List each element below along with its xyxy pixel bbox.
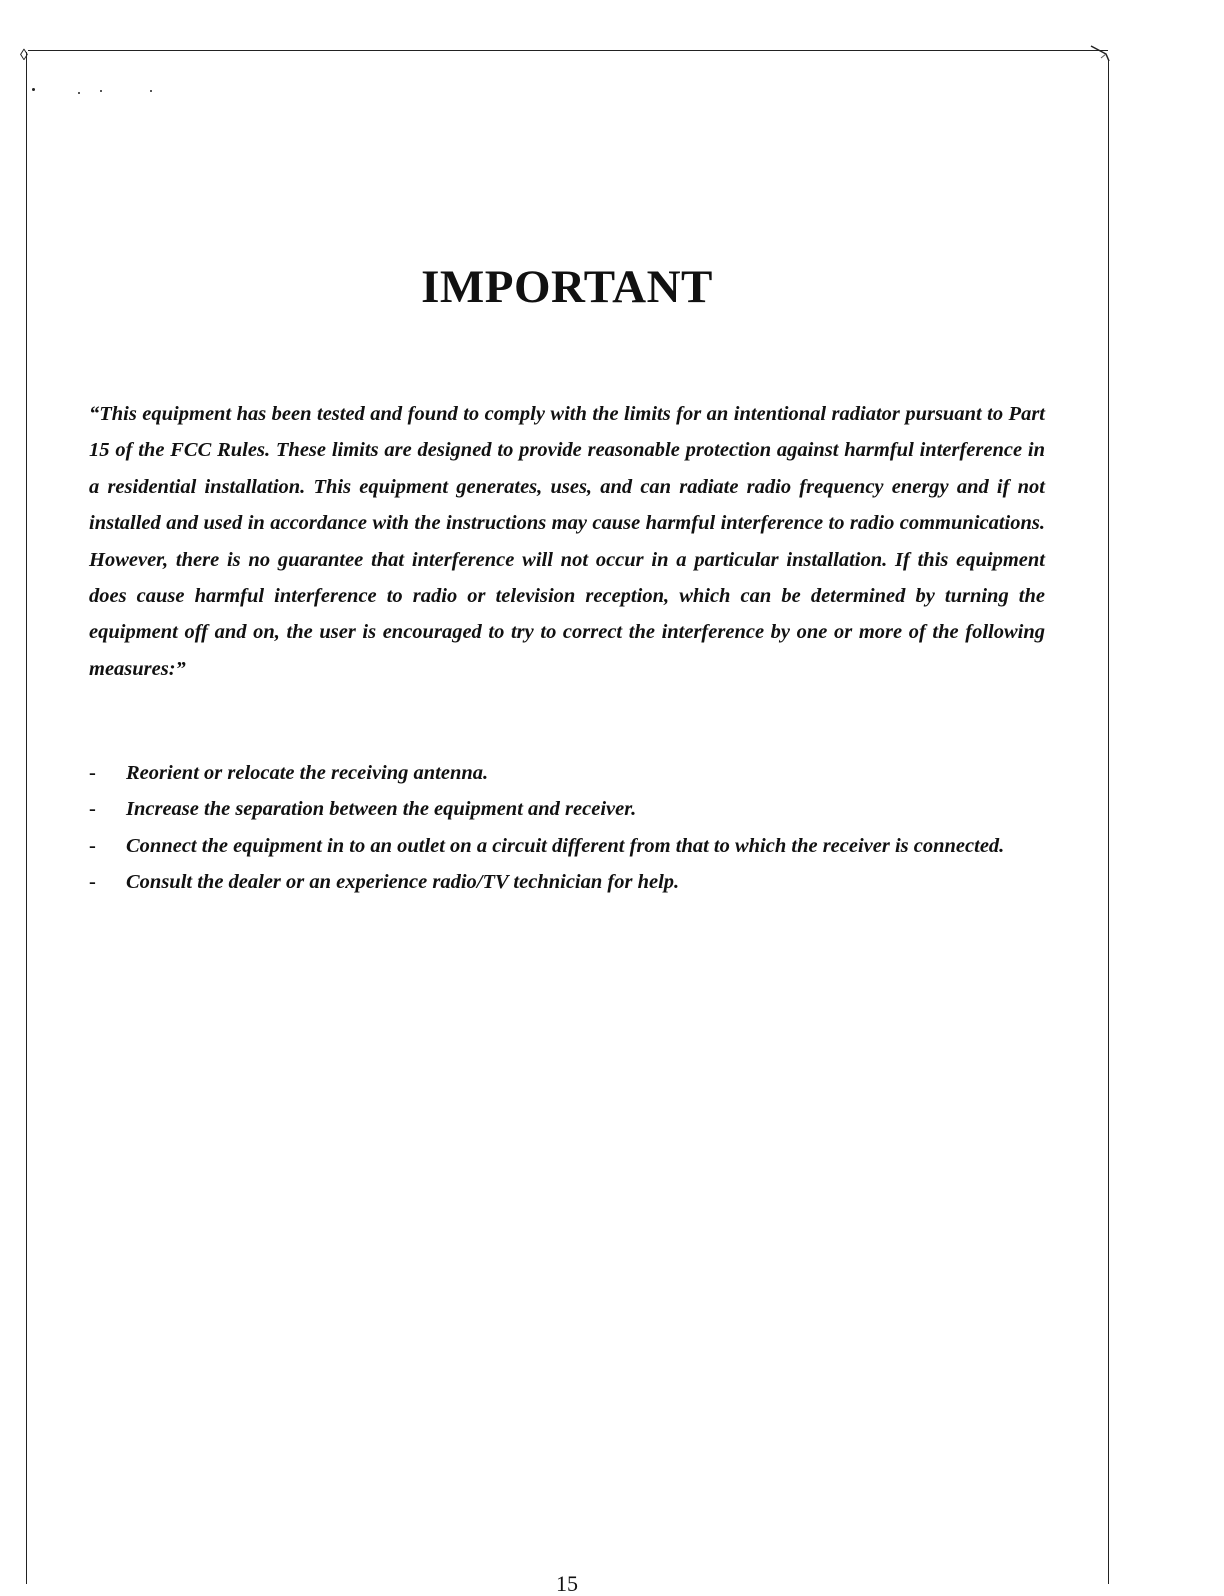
measure-text: Connect the equipment in to an outlet on a circuit different from that to which the receiver is connected. bbox=[126, 834, 1005, 857]
bullet-dash: - bbox=[89, 834, 96, 857]
scan-speck bbox=[78, 92, 80, 94]
page-title: IMPORTANT bbox=[421, 261, 713, 314]
scan-speck bbox=[32, 88, 35, 91]
list-item bbox=[89, 828, 1045, 864]
list-item bbox=[89, 755, 1045, 791]
scan-speck bbox=[100, 90, 102, 92]
scan-speck bbox=[150, 90, 152, 92]
measure-text: Increase the separation between the equipment and receiver. bbox=[126, 798, 637, 821]
bullet-dash: - bbox=[89, 798, 96, 821]
list-item bbox=[89, 791, 1045, 827]
scan-border-top bbox=[28, 50, 1108, 51]
bullet-dash: - bbox=[89, 762, 96, 784]
measure-text: Reorient or relocate the receiving antenna. bbox=[126, 762, 489, 784]
fcc-statement-paragraph: “This equipment has been tested and found to comply with the limits for an intentional radiator pursuant to Part 15 of the FCC Rules. These limits are designed to provide reasonable protection against harmful interference in a residential installation. This equipment generates, uses, and can radiate radio frequency energy and if not installed and used in accordance with the instructions may cause harmful interference to radio communications. However, there is no guarantee that interference will not occur in a particular installation. If this equipment does cause harmful interference to radio or television reception, which can be determined by turning the equipment off and on, the user is encouraged to try to correct the interference by one or more of the following measures:” bbox=[89, 403, 1045, 680]
list-item bbox=[89, 864, 1045, 900]
corrective-measures-list bbox=[89, 755, 1045, 901]
bullet-dash: - bbox=[89, 871, 96, 894]
page-number: 15 bbox=[556, 1571, 578, 1596]
measure-text: Consult the dealer or an experience radio/TV technician for help. bbox=[126, 871, 680, 894]
binder-clip-icon: ◊ bbox=[20, 47, 28, 64]
page-curl-icon bbox=[1090, 44, 1110, 62]
